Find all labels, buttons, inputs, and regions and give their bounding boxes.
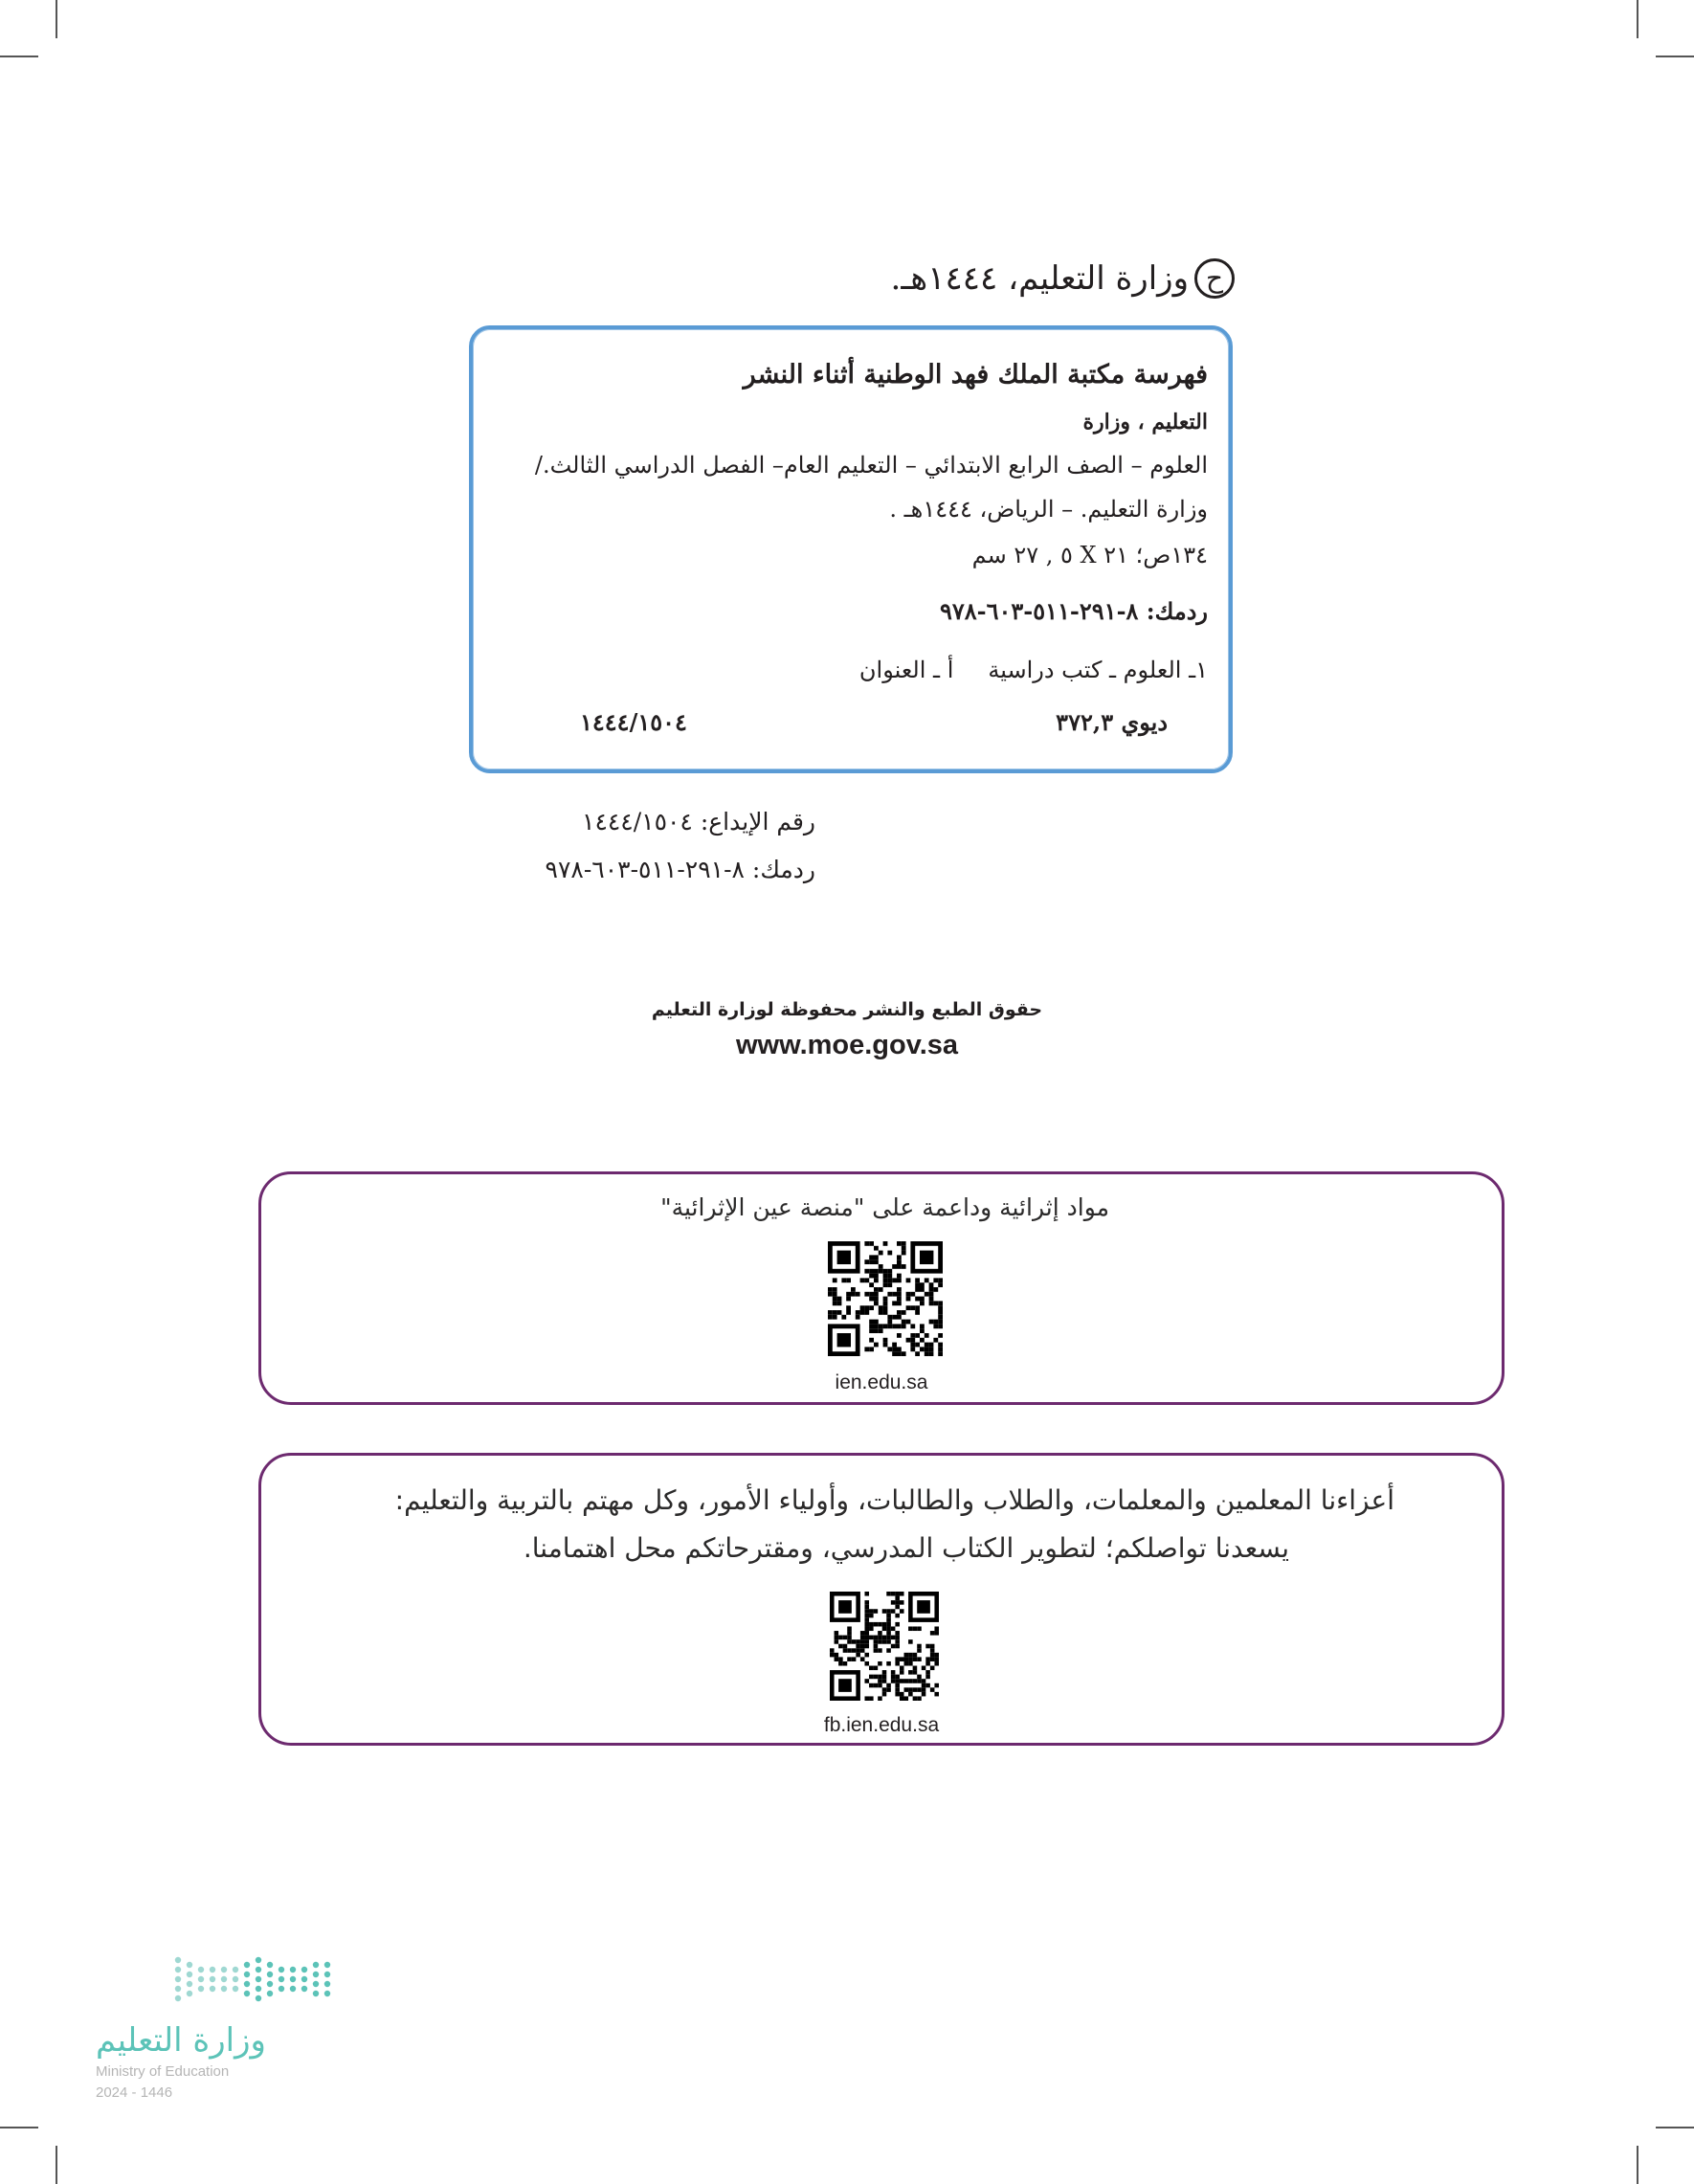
website-link[interactable]: www.moe.gov.sa [735, 1030, 959, 1060]
enrichment-text: مواد إثرائية وداعمة على "منصة عين الإثرائية" [660, 1193, 1109, 1221]
crop-mark [0, 56, 38, 57]
enrichment-url[interactable]: ien.edu.sa [835, 1371, 928, 1393]
logo-arabic: وزارة التعليم [96, 2021, 266, 2060]
copyright-symbol: ح [1194, 258, 1235, 299]
crop-mark [1656, 56, 1694, 57]
enrichment-box [258, 1171, 1505, 1405]
catalog-dewey: ديوي ٣٧٢,٣ [1056, 708, 1168, 736]
qr-code-icon[interactable] [830, 1592, 939, 1701]
deposit-number: رقم الإيداع: ١٤٤٤/١٥٠٤ [582, 808, 815, 836]
catalog-title-entry: أ ـ العنوان [858, 657, 954, 683]
feedback-box [258, 1453, 1505, 1746]
feedback-line-1: أعزاءنا المعلمين والمعلمات، والطلاب والطالبات، وأولياء الأمور، وكل مهتم بالتربية والتعليم: [394, 1484, 1394, 1516]
catalog-heading: فهرسة مكتبة الملك فهد الوطنية أثناء النشر [743, 360, 1208, 390]
isbn-number: ردمك: ٨-٢٩١-٥١١-٦٠٣-٩٧٨ [545, 856, 815, 883]
catalog-subject: ١ـ العلوم ـ كتب دراسية [988, 657, 1208, 683]
catalog-subjects [859, 657, 1208, 683]
copyright-text: وزارة التعليم، ١٤٤٤هـ. [890, 259, 1189, 298]
crop-mark [1637, 2146, 1638, 2184]
logo-year: 2024 - 1446 [96, 2084, 173, 2101]
crop-mark [1637, 0, 1638, 38]
catalog-publisher: وزارة التعليم. – الرياض، ١٤٤٤هـ . [889, 496, 1208, 523]
copyright-line [469, 258, 1235, 299]
crop-mark [1656, 2127, 1694, 2128]
feedback-line-2: يسعدنا تواصلكم؛ لتطوير الكتاب المدرسي، ومقترحاتكم محل اهتمامنا. [523, 1532, 1289, 1564]
catalog-author: التعليم ، وزارة [1082, 410, 1208, 435]
rights-notice: حقوق الطبع والنشر محفوظة لوزارة التعليم [651, 999, 1043, 1020]
catalog-isbn: ردمك: ٨-٢٩١-٥١١-٦٠٣-٩٧٨ [939, 597, 1208, 625]
crop-mark [56, 2146, 57, 2184]
catalog-pages: ١٣٤ص؛ ٢١ X ٥ , ٢٧ سم [971, 542, 1208, 568]
ministry-logo-icon [172, 1952, 341, 2008]
catalog-deposit: ١٤٤٤/١٥٠٤ [580, 708, 687, 736]
crop-mark [0, 2127, 38, 2128]
feedback-url[interactable]: fb.ien.edu.sa [823, 1714, 940, 1736]
logo-english: Ministry of Education [96, 2063, 230, 2080]
crop-mark [56, 0, 57, 38]
catalog-card [469, 325, 1233, 773]
catalog-title: العلوم – الصف الرابع الابتدائي – التعليم العام– الفصل الدراسي الثالث./ [534, 452, 1208, 479]
qr-code-icon[interactable] [828, 1241, 943, 1356]
